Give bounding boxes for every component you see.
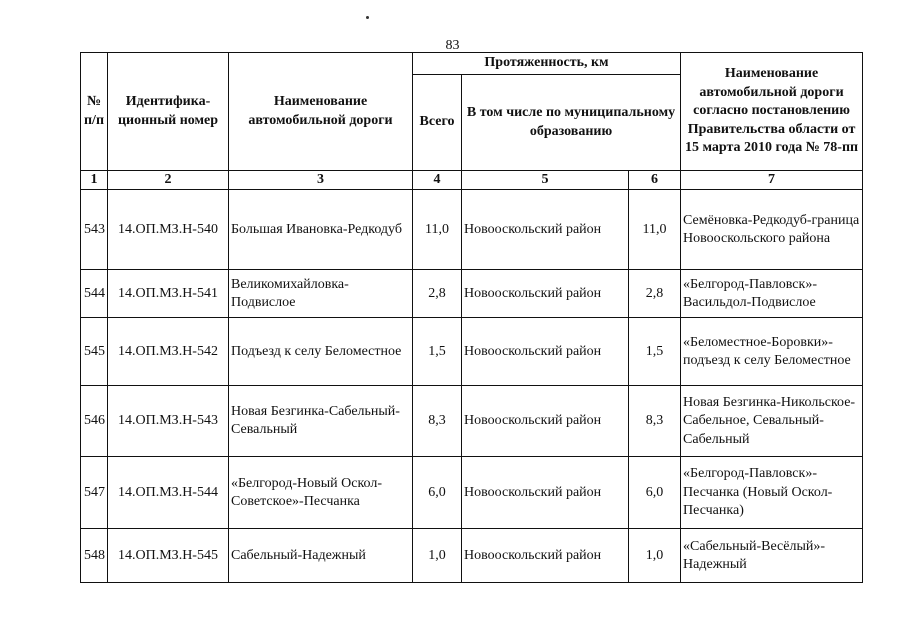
row-road-name: Большая Ивановка-Редкодуб [229, 190, 413, 270]
column-number: 7 [681, 171, 863, 190]
header-length: Протяженность, км [413, 53, 681, 75]
row-district: Новооскольский район [462, 190, 629, 270]
roads-table [80, 52, 863, 583]
row-district-km: 11,0 [629, 190, 681, 270]
table-row [81, 318, 863, 386]
table-row [81, 190, 863, 270]
row-no: 546 [81, 386, 108, 457]
column-number: 3 [229, 171, 413, 190]
header-municipal: В том числе по муниципальному образованию [462, 75, 681, 171]
row-decree-name: «Белгород-Павловск»-Песчанка (Новый Оскол-Песчанка) [681, 457, 863, 529]
row-total: 6,0 [413, 457, 462, 529]
column-number: 4 [413, 171, 462, 190]
header-row-1 [81, 53, 863, 75]
row-no: 544 [81, 270, 108, 318]
row-decree-name: Новая Безгинка-Никольское-Сабельное, Севальный-Сабельный [681, 386, 863, 457]
row-total: 1,0 [413, 529, 462, 583]
header-road-name: Наименование автомобильной дороги [229, 53, 413, 171]
row-road-name: Подъезд к селу Беломестное [229, 318, 413, 386]
row-district: Новооскольский район [462, 270, 629, 318]
row-district-km: 1,0 [629, 529, 681, 583]
row-district: Новооскольский район [462, 318, 629, 386]
column-number: 6 [629, 171, 681, 190]
header-total: Всего [413, 75, 462, 171]
row-district-km: 2,8 [629, 270, 681, 318]
row-total: 2,8 [413, 270, 462, 318]
row-no: 548 [81, 529, 108, 583]
scan-dot [366, 16, 369, 19]
table-row [81, 529, 863, 583]
column-numbers-row [81, 171, 863, 190]
row-no: 545 [81, 318, 108, 386]
row-district: Новооскольский район [462, 457, 629, 529]
row-id: 14.ОП.МЗ.Н-543 [108, 386, 229, 457]
row-decree-name: «Белгород-Павловск»-Васильдол-Подвислое [681, 270, 863, 318]
row-total: 11,0 [413, 190, 462, 270]
header-no: № п/п [81, 53, 108, 171]
table-row [81, 457, 863, 529]
header-decree-name: Наименование автомобильной дороги согласно постановлению Правительства области от 15 марта 2010 года № 78-пп [681, 53, 863, 171]
row-id: 14.ОП.МЗ.Н-541 [108, 270, 229, 318]
header-id: Идентифика-ционный номер [108, 53, 229, 171]
page-number: 83 [445, 38, 460, 53]
row-total: 1,5 [413, 318, 462, 386]
row-district-km: 8,3 [629, 386, 681, 457]
row-no: 543 [81, 190, 108, 270]
row-district-km: 6,0 [629, 457, 681, 529]
row-district-km: 1,5 [629, 318, 681, 386]
row-no: 547 [81, 457, 108, 529]
row-district: Новооскольский район [462, 529, 629, 583]
row-road-name: Сабельный-Надежный [229, 529, 413, 583]
column-number: 5 [462, 171, 629, 190]
column-number: 2 [108, 171, 229, 190]
row-decree-name: «Сабельный-Весёлый»-Надежный [681, 529, 863, 583]
table-row [81, 270, 863, 318]
row-id: 14.ОП.МЗ.Н-542 [108, 318, 229, 386]
table-row [81, 386, 863, 457]
row-road-name: Великомихайловка-Подвислое [229, 270, 413, 318]
row-id: 14.ОП.МЗ.Н-545 [108, 529, 229, 583]
row-decree-name: Семёновка-Редкодуб-граница Новооскольского района [681, 190, 863, 270]
row-id: 14.ОП.МЗ.Н-540 [108, 190, 229, 270]
row-id: 14.ОП.МЗ.Н-544 [108, 457, 229, 529]
row-road-name: «Белгород-Новый Оскол-Советское»-Песчанка [229, 457, 413, 529]
column-number: 1 [81, 171, 108, 190]
row-decree-name: «Беломестное-Боровки»-подъезд к селу Беломестное [681, 318, 863, 386]
row-district: Новооскольский район [462, 386, 629, 457]
row-total: 8,3 [413, 386, 462, 457]
row-road-name: Новая Безгинка-Сабельный-Севальный [229, 386, 413, 457]
